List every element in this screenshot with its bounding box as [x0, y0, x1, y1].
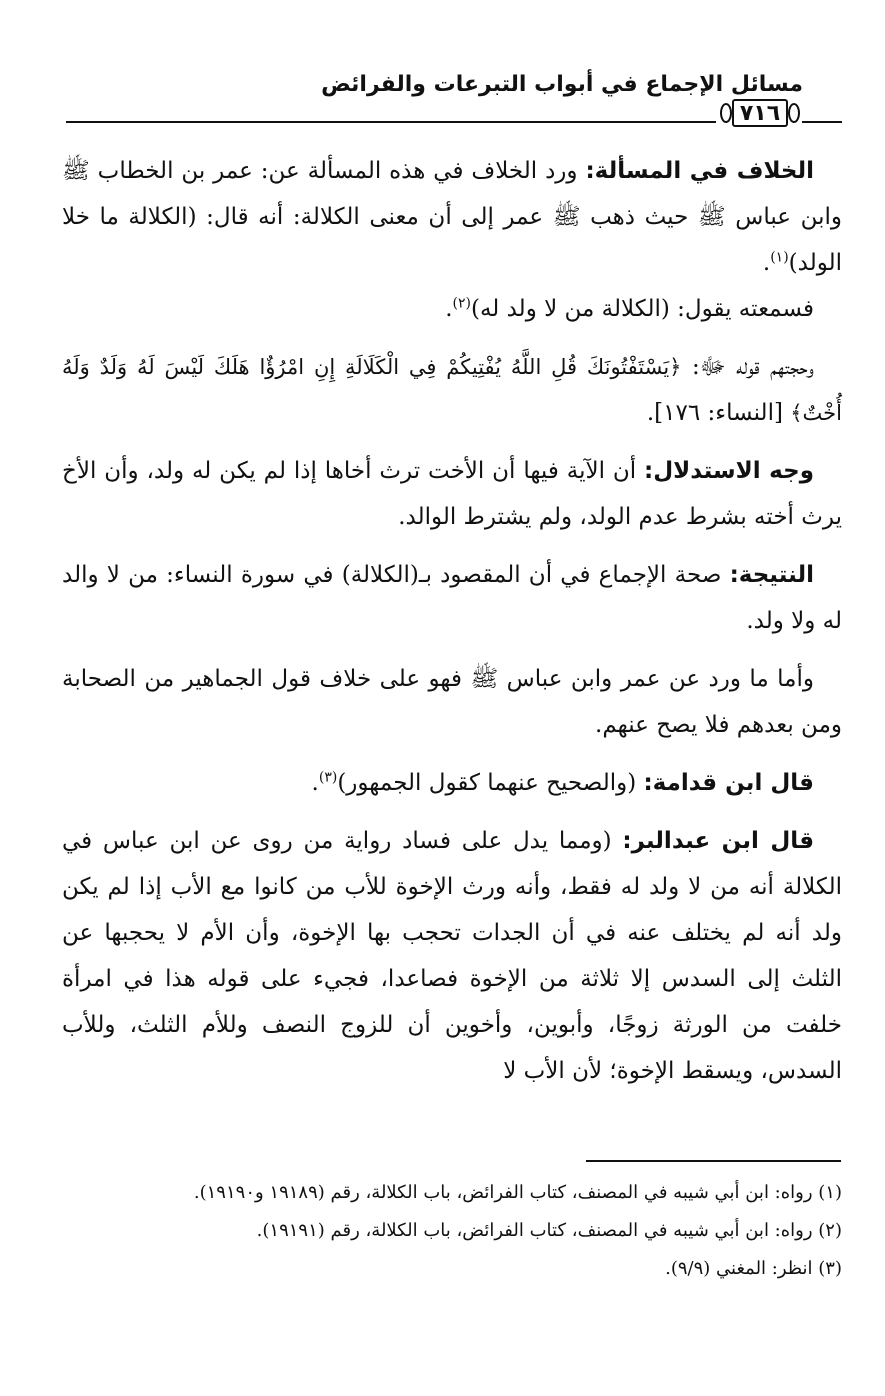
main-text — [62, 148, 842, 1094]
paragraph-text: وحجتهم قوله ﷻ: — [681, 354, 814, 380]
paragraph-text: (ومما يدل على فساد رواية من روى عن ابن عباس في الكلالة أنه من لا ولد له فقط، وأنه ورث الإخوة للأب من كانوا مع الأب إذا لم يكن ولد أنه لم يختلف عنه في أن الجدات تحجب بها الإخوة، وأن الأم لا يحجبها عن الثلث إلى السدس إلا ثلاثة من الإخوة فصاعدا، فجيء على قوله هذا في امرأة خلفت من الورثة زوجًا، وأبوين، وأخوين أن للزوج النصف وللأم الثلث، وللأب السدس، ويسقط الإخوة؛ لأن الأب لا — [62, 828, 842, 1084]
paragraph-text: فسمعته يقول: (الكلالة من لا ولد له) — [470, 296, 814, 322]
paragraph-text: ورد الخلاف في هذه المسألة عن: عمر بن الخطاب ﷺ وابن عباس ﷺ حيث ذهب ﷺ عمر إلى أن معنى الكلالة: أنه قال: (الكلالة ما خلا الولد) — [62, 158, 842, 276]
term-ibn-abdulbarr: قال ابن عبدالبر: — [622, 828, 814, 854]
term-result: النتيجة: — [729, 562, 814, 588]
header-rule-right — [802, 121, 842, 123]
header-rule-left — [66, 121, 716, 123]
paragraph-ibn-qudama: قال ابن قدامة: (والصحيح عنهما كقول الجمهور)$^{(٣)}$. — [311, 769, 814, 796]
footnote-separator — [586, 1160, 841, 1162]
paragraph-quote: فسمعته يقول: (الكلالة من لا ولد له)$^{(٢)}$. — [445, 295, 814, 322]
quran-verse: ﴿يَسْتَفْتُونَكَ قُلِ اللَّهُ يُفْتِيكُمْ فِي الْكَلَالَةِ إِنِ امْرُؤٌا هَلَكَ لَيْسَ لَهُ وَلَدٌ وَلَهُ أُخْتٌ﴾ — [62, 355, 842, 425]
footnotes — [62, 1176, 842, 1290]
paragraph-majority — [62, 656, 842, 748]
footnote-2: (٢) رواه: ابن أبي شيبه في المصنف، كتاب الفرائض، باب الكلالة، رقم (١٩١٩١). — [256, 1220, 842, 1241]
term-ibn-qudama: قال ابن قدامة: — [643, 770, 814, 796]
term-disagreement: الخلاف في المسألة: — [585, 158, 815, 184]
footnote-ref-3: (٣) — [318, 769, 338, 786]
paragraph-text: وأما ما ورد عن عمر وابن عباس ﷺ فهو على خلاف قول الجماهير من الصحابة ومن بعدهم فلا يصح عنهم. — [62, 666, 842, 738]
footnote-ref-1: (١) — [770, 249, 789, 266]
footnote-ref-2: (٢) — [452, 295, 471, 312]
page-number-ornament — [718, 95, 802, 131]
paragraph-text: (والصحيح عنهما كقول الجمهور) — [337, 770, 644, 796]
footnote-3: (٣) انظر: المغني (٩/٩). — [665, 1258, 842, 1279]
term-inference: وجه الاستدلال: — [644, 458, 814, 484]
verse-source: [النساء: ١٧٦]. — [646, 400, 791, 426]
paragraph-text: أن الآية فيها أن الأخت ترث أخاها إذا لم يكن له ولد، وأن الأخ يرث أخته بشرط عدم الولد، ولم يشترط الوالد. — [62, 458, 842, 530]
paragraph-inference — [62, 448, 842, 540]
paragraph-disagreement: الخلاف في المسألة: ورد الخلاف في هذه المسألة عن: عمر بن الخطاب ﷺ وابن عباس ﷺ حيث ذهب ﷺ عمر إلى أن معنى الكلالة: أنه قال: (الكلالة ما خلا الولد)$^{(١)}$. — [62, 158, 842, 276]
page-number: ٧١٦ — [739, 100, 781, 126]
footnote-1: (١) رواه: ابن أبي شيبه في المصنف، كتاب الفرائض، باب الكلالة، رقم (١٩١٨٩ و١٩١٩٠). — [193, 1182, 842, 1203]
paragraph-text: صحة الإجماع في أن المقصود بـ(الكلالة) في سورة النساء: من لا والد له ولا ولد. — [62, 562, 842, 634]
paragraph-ibn-abdulbarr — [62, 818, 842, 1094]
paragraph-result — [62, 552, 842, 644]
paragraph-evidence — [62, 344, 842, 436]
running-title: مسائل الإجماع في أبواب التبرعات والفرائض — [321, 72, 803, 97]
